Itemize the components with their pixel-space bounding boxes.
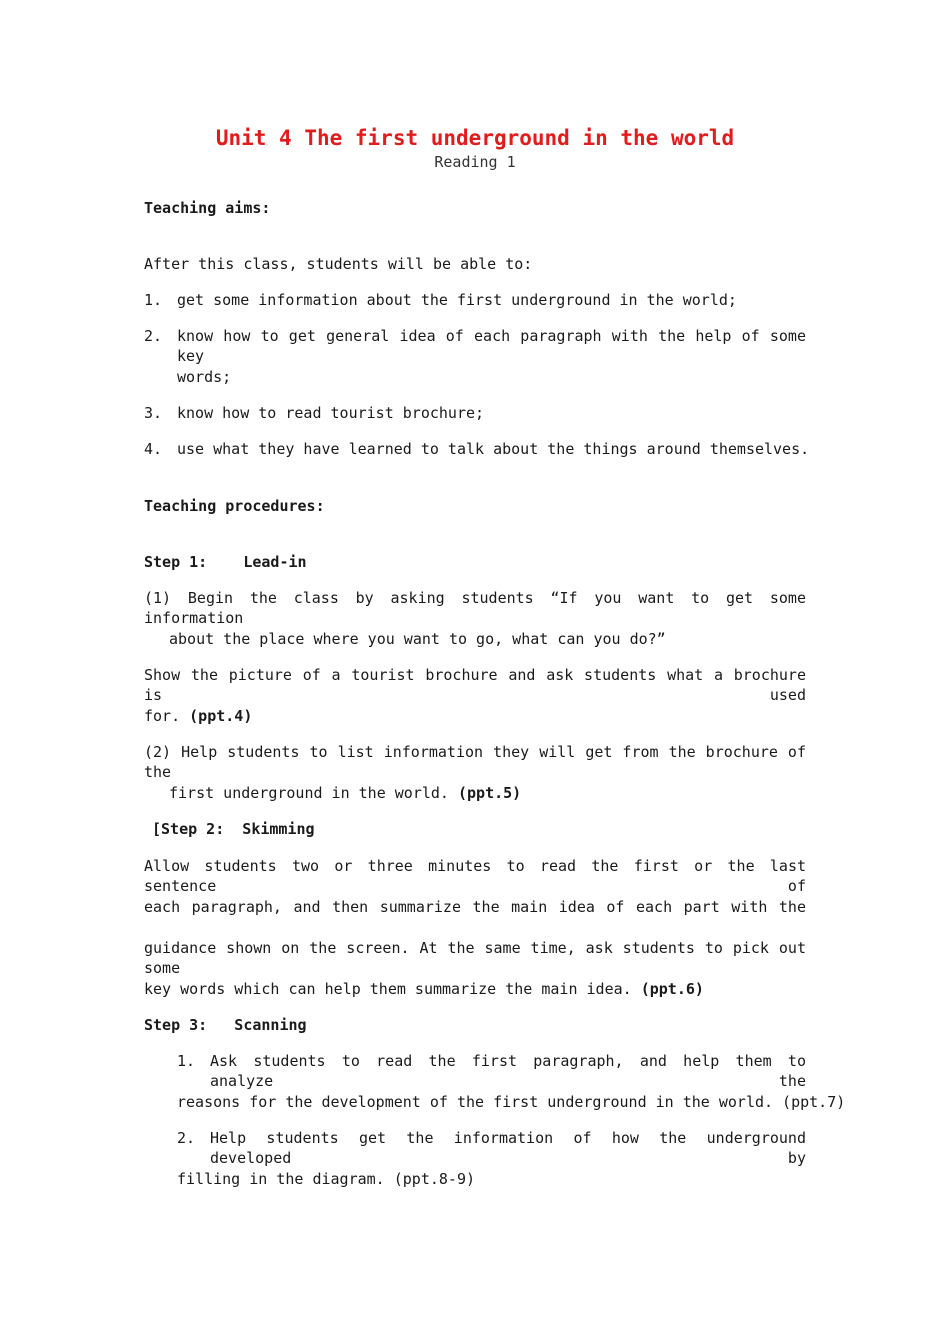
aim-text-continued: words;: [177, 368, 232, 386]
step3-heading: Step 3: Scanning: [144, 1016, 307, 1034]
aims-intro: After this class, students will be able to:: [144, 255, 533, 273]
step1-paragraph: (2) Help students to list information they will get from the brochure of the: [144, 743, 806, 781]
step3-item-number: 1.: [177, 1052, 196, 1070]
step1-paragraph: (1) Begin the class by asking students “If you want to get some information: [144, 589, 806, 627]
document-title: Unit 4 The first underground in the world: [215, 126, 735, 150]
step3-item-text-continued: filling in the diagram. (ppt.8-9): [177, 1170, 476, 1188]
step3-item-text-continued: reasons for the development of the first underground in the world. (ppt.7): [177, 1093, 846, 1111]
aim-text: know how to read tourist brochure;: [177, 404, 485, 422]
ppt-reference: (ppt.6): [640, 980, 704, 998]
step2-heading: [Step 2: Skimming: [152, 820, 315, 838]
step3-item-text: Ask students to read the first paragraph, and help them to analyze the: [210, 1052, 806, 1090]
step1-text: first underground in the world.: [169, 784, 449, 802]
aim-number: 1.: [144, 291, 163, 309]
step2-paragraph: [144, 979, 704, 999]
step2-paragraph: guidance shown on the screen. At the same time, ask students to pick out some: [144, 939, 806, 977]
ppt-reference: (ppt.4): [189, 707, 253, 725]
step3-item-number: 2.: [177, 1129, 196, 1147]
aim-number: 4.: [144, 440, 163, 458]
aim-number: 3.: [144, 404, 163, 422]
step1-paragraph-continued: [169, 783, 521, 803]
step2-paragraph: each paragraph, and then summarize the main idea of each part with the: [144, 898, 806, 916]
step2-text: key words which can help them summarize the main idea.: [144, 980, 632, 998]
document-subtitle: Reading 1: [434, 153, 516, 171]
step2-paragraph: Allow students two or three minutes to read the first or the last sentence of: [144, 857, 806, 895]
aim-number: 2.: [144, 327, 163, 345]
step1-text: for.: [144, 707, 181, 725]
step1-heading: Step 1: Lead-in: [144, 553, 307, 571]
aim-text: use what they have learned to talk about the things around themselves.: [177, 440, 810, 458]
ppt-reference: (ppt.5): [458, 784, 522, 802]
aims-heading: Teaching aims:: [144, 199, 271, 217]
step1-paragraph-continued: about the place where you want to go, what can you do?”: [169, 630, 666, 648]
procedures-heading: Teaching procedures:: [144, 497, 325, 515]
aim-text: know how to get general idea of each paragraph with the help of some key: [177, 327, 806, 365]
step1-paragraph: Show the picture of a tourist brochure and ask students what a brochure is used: [144, 666, 806, 704]
step1-paragraph-continued: [144, 706, 252, 726]
step3-item-text: Help students get the information of how the underground developed by: [210, 1129, 806, 1167]
aim-text: get some information about the first underground in the world;: [177, 291, 737, 309]
